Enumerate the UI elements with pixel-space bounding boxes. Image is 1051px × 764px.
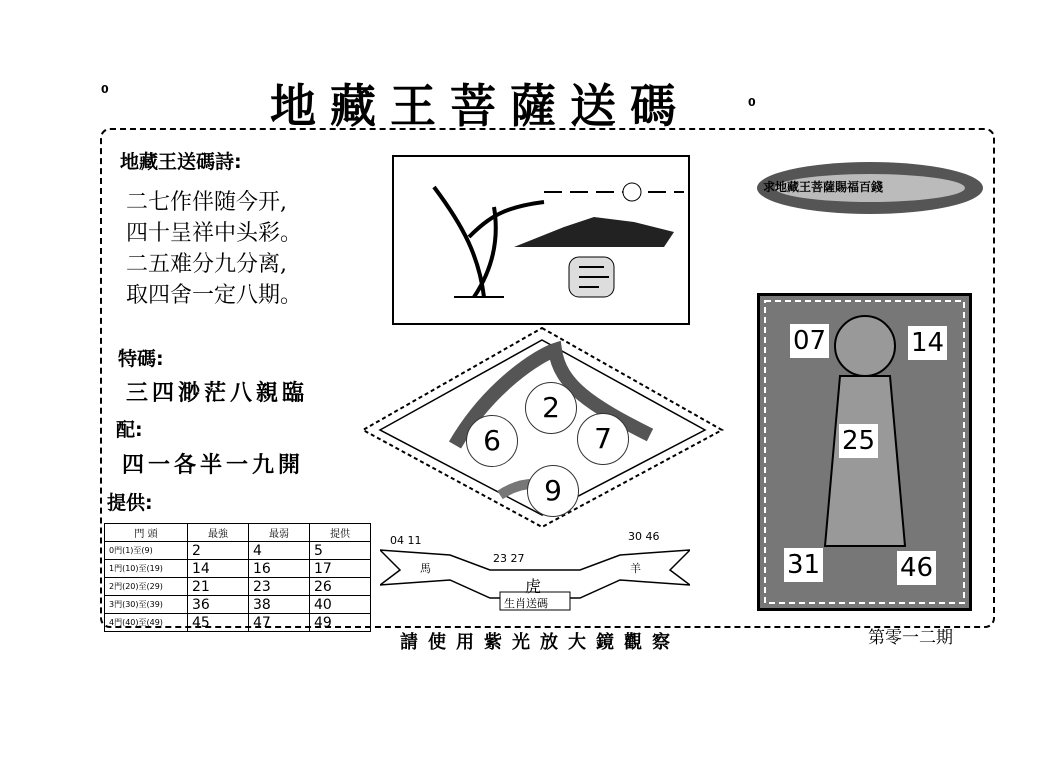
table-header: 最弱 [249,524,310,542]
cell: 47 [249,614,310,632]
title-mark: 0 [748,96,756,109]
row-range: 4門(40)至(49) [105,614,188,632]
table-header: 提供 [310,524,371,542]
oval-text: 求地藏王菩薩賜福百錢 [763,180,884,194]
cell: 21 [188,578,249,596]
banner-left-zodiac: 馬 [420,562,431,575]
provide-label: 提供: [107,492,153,514]
cell: 17 [310,560,371,578]
deity-number-center: 25 [839,424,878,458]
table-row [105,542,371,560]
banner-right-numbers: 30 46 [628,530,660,543]
cell: 36 [188,596,249,614]
match-label: 配: [116,419,143,441]
banner-right-zodiac: 羊 [630,562,641,575]
poem-line: 二七作伴随今开, [126,190,287,215]
table-header: 最強 [188,524,249,542]
diamond-panel [360,325,725,530]
cell: 16 [249,560,310,578]
row-range: 2門(20)至(29) [105,578,188,596]
cell: 23 [249,578,310,596]
row-range: 0門(1)至(9) [105,542,188,560]
cell: 38 [249,596,310,614]
landscape-illustration [392,155,690,325]
banner-center-zodiac: 虎 [525,577,542,596]
row-range: 1門(10)至(19) [105,560,188,578]
cell: 26 [310,578,371,596]
lucky-number: 2 [525,382,577,434]
deity-number-top-right: 14 [908,326,947,360]
match-text: 四一各半一九開 [122,452,305,478]
poem-line: 四十呈祥中头彩。 [126,221,303,246]
cell: 45 [188,614,249,632]
banner-caption: 生肖送碼 [504,597,548,610]
table-row [105,578,371,596]
lucky-number: 7 [577,413,629,465]
banner-left-numbers: 04 11 [390,534,422,547]
deity-number-top-left: 07 [790,324,829,358]
cell: 4 [249,542,310,560]
poem [126,187,302,311]
corner-mark: 0 [101,83,109,96]
deity-number-bottom-left: 31 [784,548,823,582]
poem-line: 二五难分九分离, [126,252,287,277]
cell: 40 [310,596,371,614]
deity-panel [757,293,972,611]
page-title: 地藏王菩薩送碼 [270,79,690,133]
cell: 14 [188,560,249,578]
cell: 2 [188,542,249,560]
footer-note: 請使用紫光放大鏡觀察 [400,632,680,653]
table-row [105,560,371,578]
lucky-number: 9 [527,465,579,517]
poem-line: 取四舍一定八期。 [126,283,303,308]
cell: 49 [310,614,371,632]
poem-heading: 地藏王送碼詩: [120,151,242,173]
special-text: 三四渺茫八親臨 [126,380,309,406]
special-label: 特碼: [118,348,164,370]
zodiac-banner [380,530,690,615]
deity-number-bottom-right: 46 [897,551,936,585]
lucky-number: 6 [466,415,518,467]
table-row [105,614,371,632]
number-table [104,523,371,632]
issue-number: 第零一二期 [868,628,953,648]
banner-mid-numbers: 23 27 [493,552,525,565]
table-header: 門 頭 [105,524,188,542]
table-row [105,596,371,614]
cell: 5 [310,542,371,560]
row-range: 3門(30)至(39) [105,596,188,614]
prayer-oval [755,150,985,225]
